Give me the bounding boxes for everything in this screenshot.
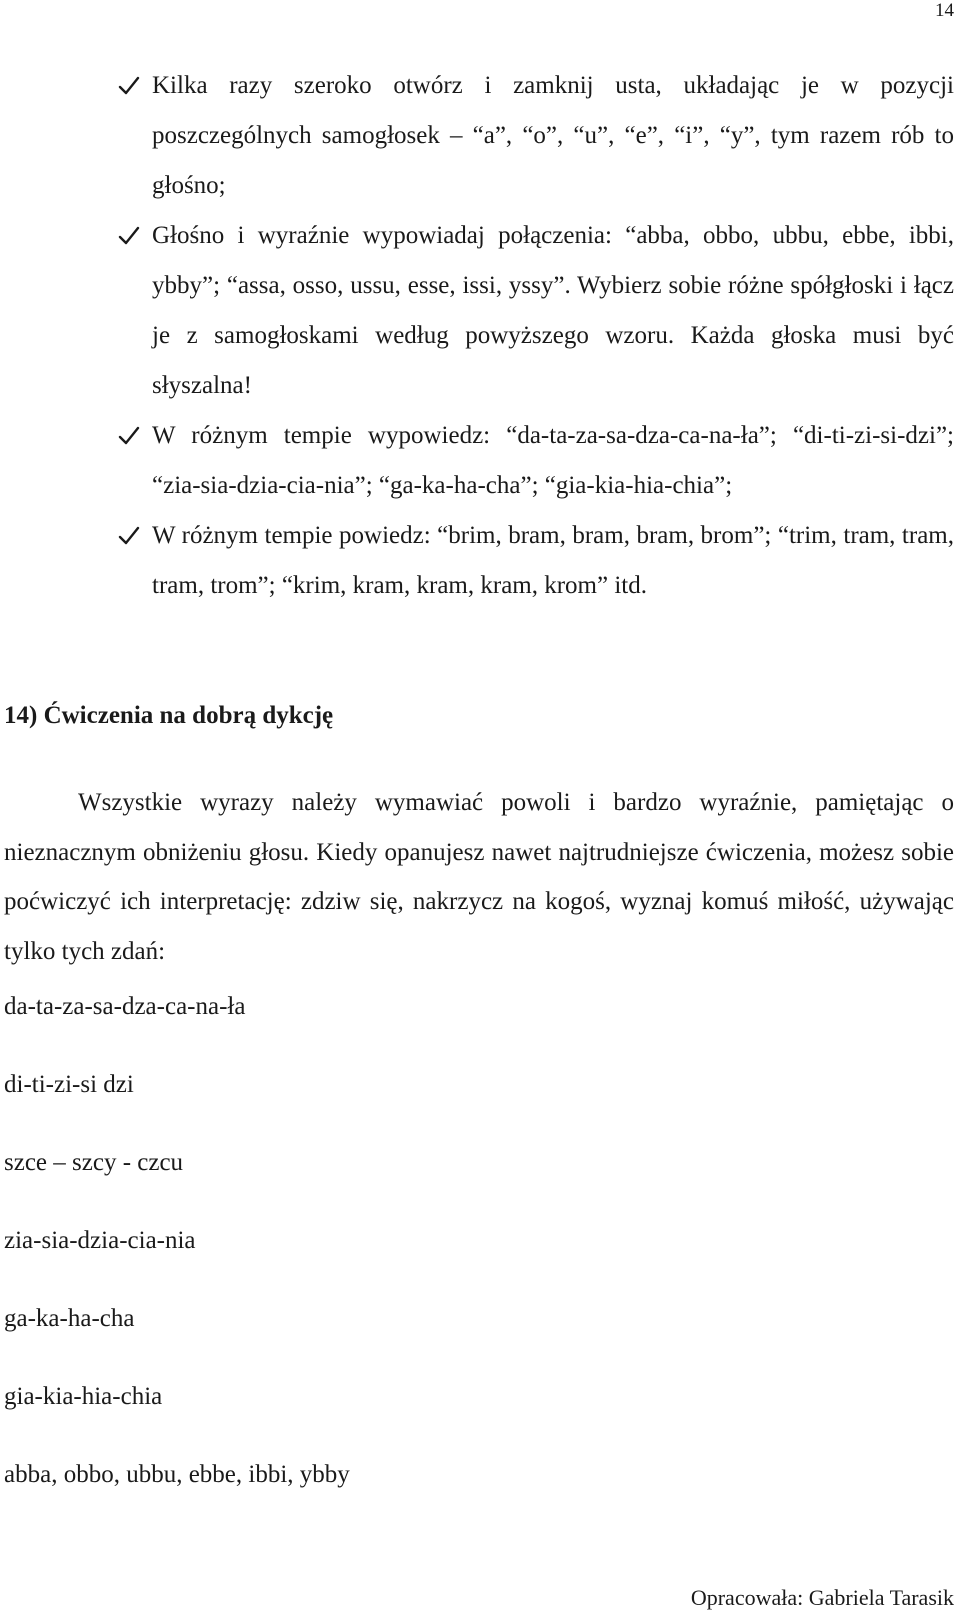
phrase-line: ga-ka-ha-cha — [4, 1305, 135, 1332]
phrase-line: zia-sia-dzia-cia-nia — [4, 1227, 196, 1254]
phrase-line: gia-kia-hia-chia — [4, 1383, 163, 1410]
author-footer: Opracowała: Gabriela Tarasik — [690, 1585, 954, 1610]
phrase-line: szce – szcy - czcu — [4, 1149, 184, 1176]
bullet-item-mouth-exercise — [0, 61, 960, 211]
bullet-item-syllable-combinations — [0, 211, 960, 411]
page-number: 14 — [935, 0, 954, 21]
bullet-text: W różnym tempie wypowiedz: “da-ta-za-sa-dza-ca-na-ła”; “di-ti-zi-si-dzi”; “zia-sia-dzia-cia-nia”; “ga-ka-ha-cha”; “gia-kia-hia-chia”; — [152, 422, 954, 499]
bullet-item-tempo-syllables — [0, 411, 960, 511]
section-heading: 14) Ćwiczenia na dobrą dykcję — [4, 702, 334, 729]
checkmark-icon — [118, 225, 140, 247]
checkmark-icon — [118, 525, 140, 547]
checkmark-icon — [118, 425, 140, 447]
bullet-text: W różnym tempie powiedz: “brim, bram, bram, bram, brom”; “trim, tram, tram, tram, trom”; “krim, kram, kram, kram, krom” itd. — [152, 522, 954, 599]
checkmark-icon — [118, 75, 140, 97]
bullet-item-tempo-words — [0, 511, 960, 611]
exercise-bullet-list — [0, 61, 960, 611]
phrase-line: abba, obbo, ubbu, ebbe, ibbi, ybby — [4, 1461, 350, 1488]
bullet-text: Głośno i wyraźnie wypowiadaj połączenia: “abba, obbo, ubbu, ebbe, ibbi, ybby”; “assa, osso, ussu, esse, issi, yssy”. Wybierz sobie różne spółgłoski i łącz je z samogłoskami według powyższego wzoru. Każda głoska musi być słyszalna! — [152, 222, 954, 399]
intro-paragraph: Wszystkie wyrazy należy wymawiać powoli i bardzo wyraźnie, pamiętając o nieznacznym obniżeniu głosu. Kiedy opanujesz nawet najtrudniejsze ćwiczenia, możesz sobie poćwiczyć ich interpretację: zdziw się, nakrzycz na kogoś, wyznaj komuś miłość, używając tylko tych zdań: — [4, 789, 954, 965]
bullet-text: Kilka razy szeroko otwórz i zamknij usta, układając je w pozycji poszczególnych samogłosek – “a”, “o”, “u”, “e”, “i”, “y”, tym razem rób to głośno; — [152, 72, 954, 199]
phrase-line: da-ta-za-sa-dza-ca-na-ła — [4, 993, 246, 1020]
phrase-line: di-ti-zi-si dzi — [4, 1071, 134, 1098]
